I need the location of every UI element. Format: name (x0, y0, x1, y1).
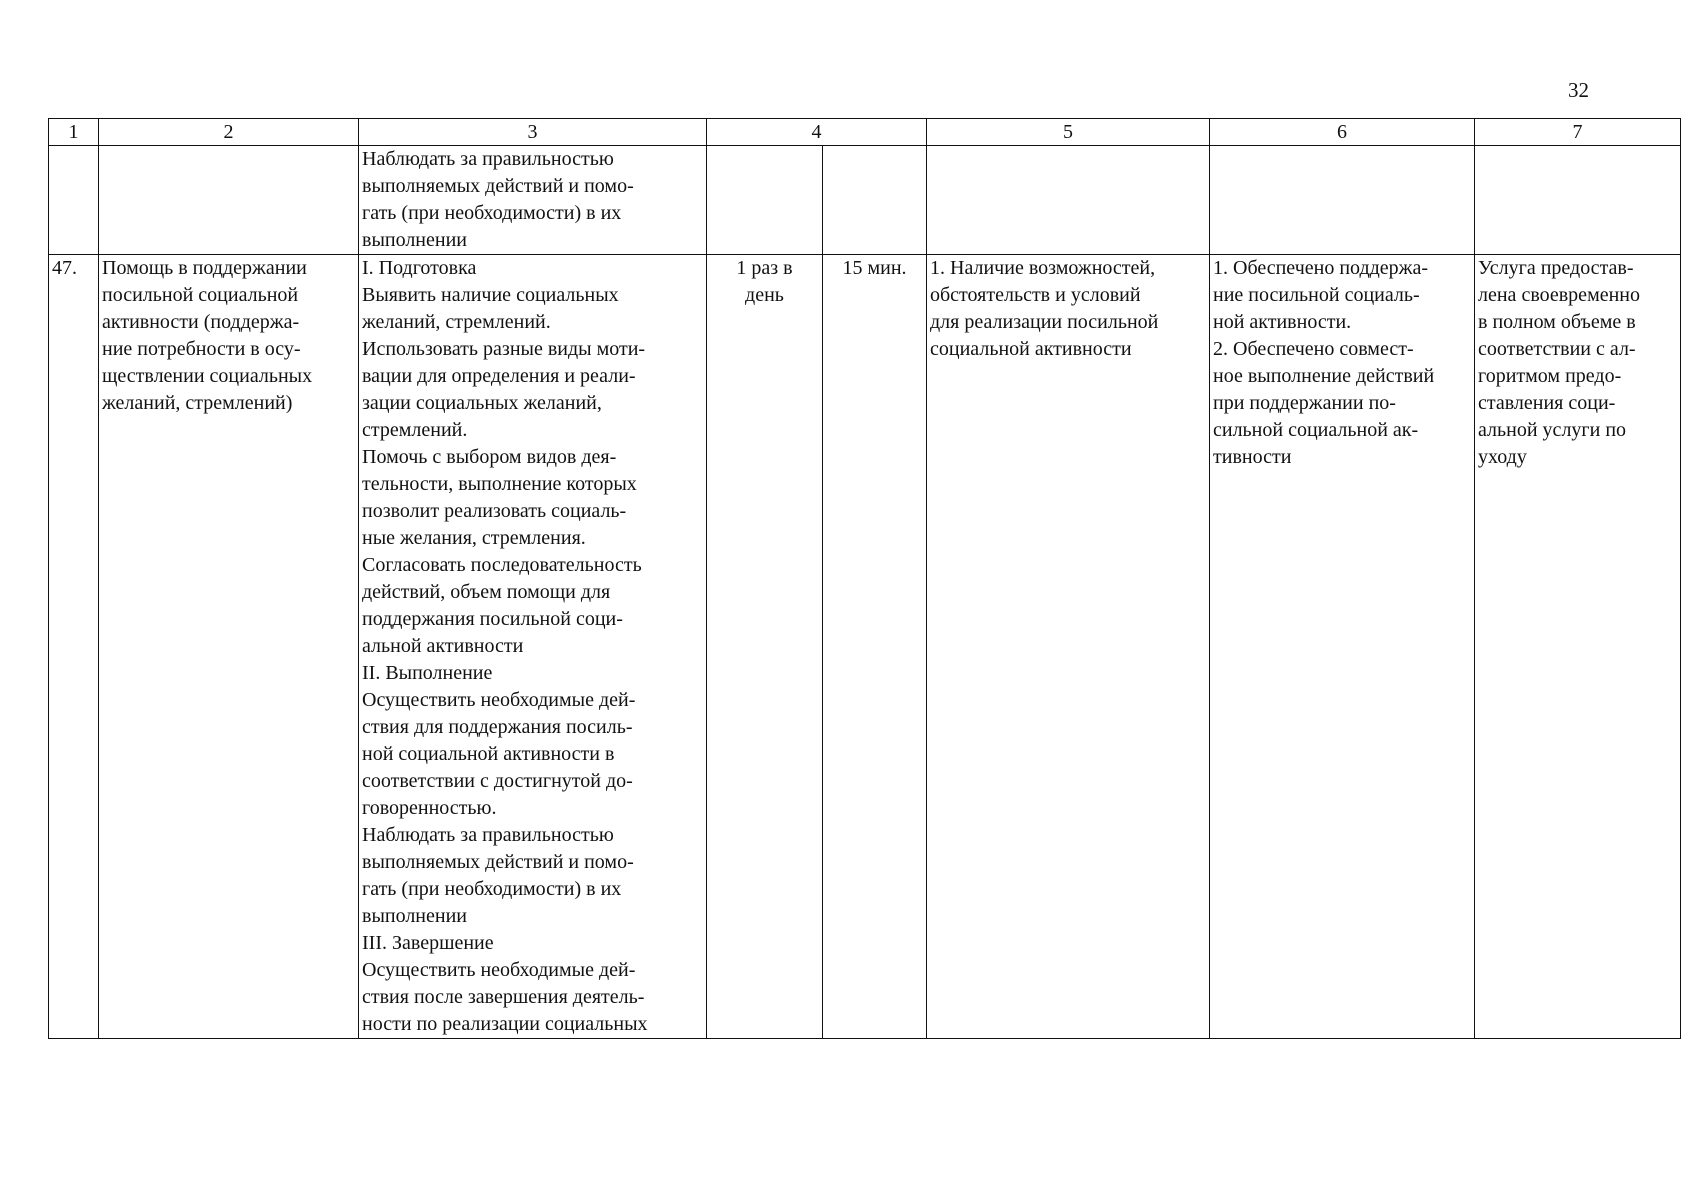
text-line: ной социальной активности в (362, 743, 615, 765)
text-line: выполняемых действий и помо- (362, 175, 634, 197)
text-line: ствия для поддержания посиль- (362, 716, 633, 738)
row-number: 47. (49, 255, 99, 1039)
col-header-3: 3 (359, 119, 707, 146)
text-line: II. Выполнение (362, 662, 493, 684)
duration-cell: 15 мин. (823, 255, 927, 1039)
cont-cell-3 (359, 146, 707, 255)
text-line: альной активности (362, 635, 524, 657)
text-line: 1. Наличие возможностей, (930, 257, 1156, 279)
row-47 (49, 255, 1681, 1039)
text-line: Услуга предостав- (1478, 257, 1634, 279)
text-line: Помощь в поддержании (102, 257, 307, 279)
service-name-cell (99, 255, 359, 1039)
text-line: 2. Обеспечено совмест- (1213, 338, 1414, 360)
text-line: горитмом предо- (1478, 365, 1622, 387)
text-line: соответствии с ал- (1478, 338, 1636, 360)
text-line: Помочь с выбором видов дея- (362, 446, 617, 468)
col-header-4: 4 (707, 119, 927, 146)
text-line: посильной социальной (102, 284, 299, 306)
col-header-2: 2 (99, 119, 359, 146)
text-line: Выявить наличие социальных (362, 284, 619, 306)
procedure-cell (359, 255, 707, 1039)
text-line: действий, объем помощи для (362, 581, 611, 603)
cont-cell-4b (823, 146, 927, 255)
text-line: позволит реализовать социаль- (362, 500, 627, 522)
frequency-cell (707, 255, 823, 1039)
text-line: выполняемых действий и помо- (362, 851, 634, 873)
text-line: ставления соци- (1478, 392, 1616, 414)
col-header-6: 6 (1210, 119, 1475, 146)
text-line: уходу (1478, 446, 1527, 468)
column-number-row (49, 119, 1681, 146)
page-number: 32 (1568, 78, 1589, 102)
text-line: лена своевременно (1478, 284, 1641, 306)
text-line: при поддержании по- (1213, 392, 1396, 414)
text-line: выполнении (362, 905, 467, 927)
col-header-1: 1 (49, 119, 99, 146)
services-table (48, 118, 1681, 1039)
text-line: ществлении социальных (102, 365, 313, 387)
text-line: день (745, 284, 784, 306)
col-header-5: 5 (927, 119, 1210, 146)
continuation-row (49, 146, 1681, 255)
text-line: активности (поддержа- (102, 311, 300, 333)
text-line: желаний, стремлений) (102, 392, 293, 414)
conditions-cell (927, 255, 1210, 1039)
text-line: альной услуги по (1478, 419, 1627, 441)
text-line: гать (при необходимости) в их (362, 202, 622, 224)
text-line: говоренностью. (362, 797, 497, 819)
text-line: вации для определения и реали- (362, 365, 636, 387)
text-line: ности по реализации социальных (362, 1013, 648, 1035)
text-line: ние потребности в осу- (102, 338, 301, 360)
text-line: Наблюдать за правильностью (362, 148, 614, 170)
text-line: в полном объеме в (1478, 311, 1636, 333)
cont-cell-4a (707, 146, 823, 255)
text-line: обстоятельств и условий (930, 284, 1141, 306)
cont-cell-6 (1210, 146, 1475, 255)
text-line: Наблюдать за правильностью (362, 824, 614, 846)
text-line: Использовать разные виды моти- (362, 338, 646, 360)
text-line: Осуществить необходимые дей- (362, 689, 636, 711)
cont-cell-7 (1475, 146, 1681, 255)
text-line: 1. Обеспечено поддержа- (1213, 257, 1429, 279)
text-line: ной активности. (1213, 311, 1352, 333)
col-header-7: 7 (1475, 119, 1681, 146)
cont-cell-5 (927, 146, 1210, 255)
text-line: III. Завершение (362, 932, 494, 954)
text-line: I. Подготовка (362, 257, 477, 279)
cont-cell-2 (99, 146, 359, 255)
text-line: Согласовать последовательность (362, 554, 642, 576)
text-line: ное выполнение действий (1213, 365, 1435, 387)
text-line: ные желания, стремления. (362, 527, 586, 549)
text-line: стремлений. (362, 419, 468, 441)
text-line: ствия после завершения деятель- (362, 986, 645, 1008)
text-line: выполнении (362, 229, 467, 251)
results-cell (1210, 255, 1475, 1039)
text-line: Осуществить необходимые дей- (362, 959, 636, 981)
text-line: гать (при необходимости) в их (362, 878, 622, 900)
text-line: социальной активности (930, 338, 1132, 360)
text-line: соответствии с достигнутой до- (362, 770, 633, 792)
text-line: поддержания посильной соци- (362, 608, 623, 630)
text-line: желаний, стремлений. (362, 311, 551, 333)
text-line: зации социальных желаний, (362, 392, 602, 414)
text-line: тивности (1213, 446, 1292, 468)
text-line: тельности, выполнение которых (362, 473, 637, 495)
text-line: для реализации посильной (930, 311, 1159, 333)
cont-cell-1 (49, 146, 99, 255)
text-line: сильной социальной ак- (1213, 419, 1419, 441)
text-line: ние посильной социаль- (1213, 284, 1420, 306)
quality-cell (1475, 255, 1681, 1039)
text-line: 1 раз в (736, 257, 793, 279)
